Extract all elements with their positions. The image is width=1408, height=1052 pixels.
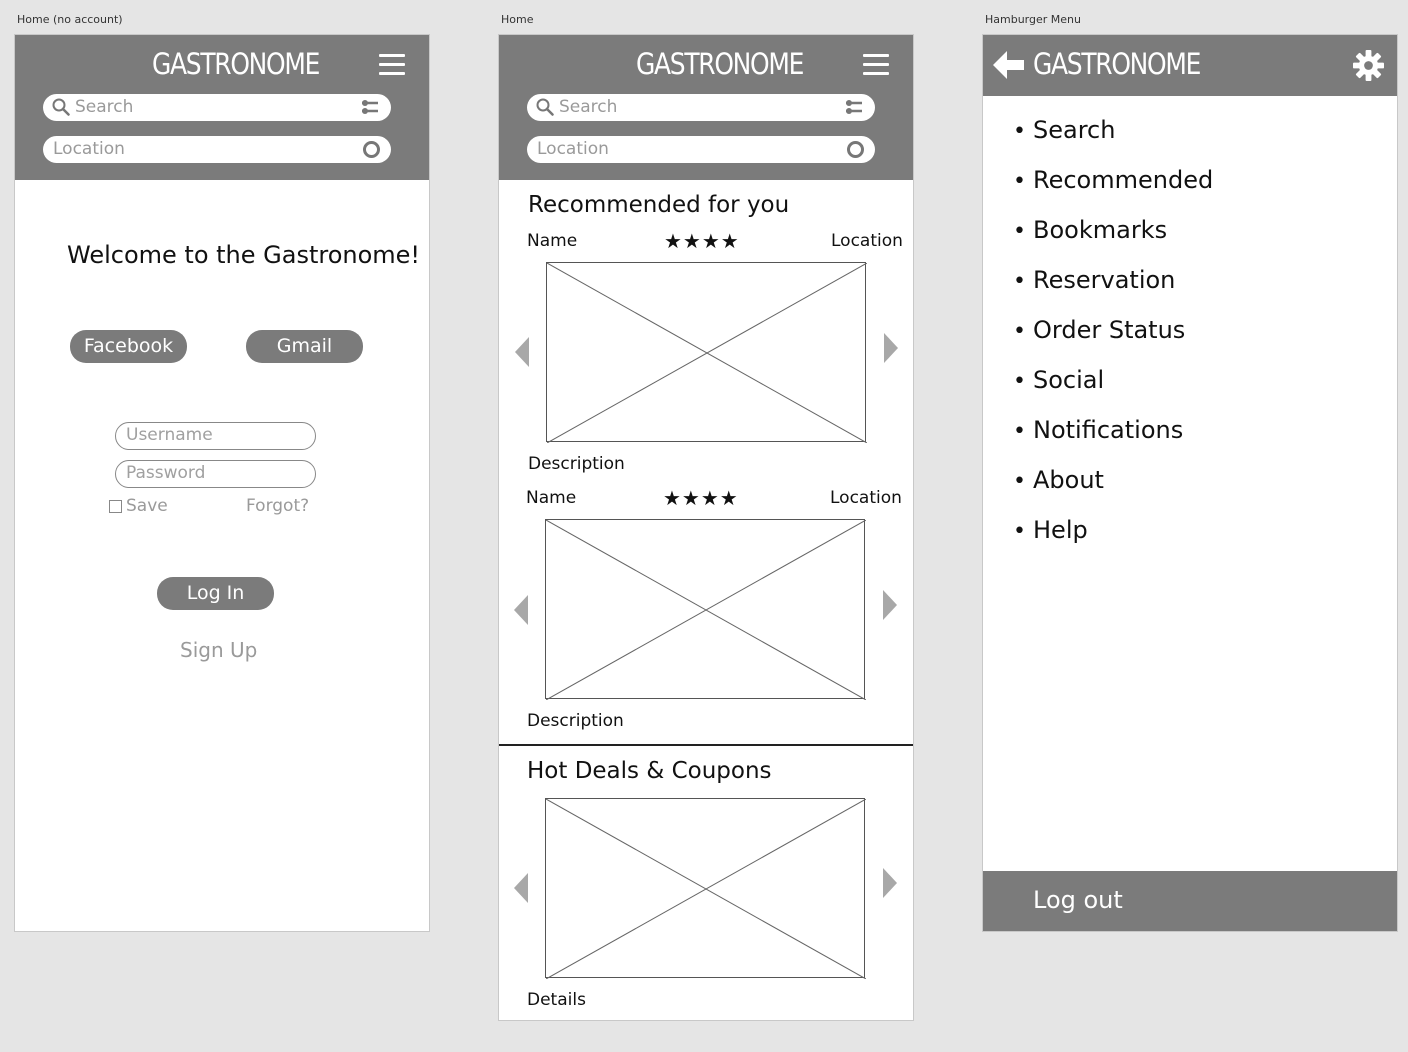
image-placeholder-icon[interactable] xyxy=(545,519,865,699)
menu-item-label: Bookmarks xyxy=(1033,216,1168,244)
menu-item-label: Help xyxy=(1033,516,1088,544)
carousel-next-icon[interactable] xyxy=(884,333,898,363)
back-arrow-icon[interactable] xyxy=(993,51,1024,79)
carousel-prev-icon[interactable] xyxy=(515,337,529,367)
username-field[interactable]: Username xyxy=(115,422,316,450)
card-description: Description xyxy=(527,711,624,731)
location-target-icon[interactable] xyxy=(847,141,864,158)
deals-heading: Hot Deals & Coupons xyxy=(527,758,772,784)
location-input[interactable] xyxy=(43,136,391,163)
card-rating: ★★★★ xyxy=(663,486,739,510)
location-placeholder: Location xyxy=(537,139,609,159)
location-input[interactable] xyxy=(527,136,875,163)
section-divider xyxy=(499,744,913,746)
menu-item-bookmarks[interactable]: • Bookmarks xyxy=(1013,216,1168,244)
menu-item-label: Notifications xyxy=(1033,416,1184,444)
menu-item-search[interactable]: • Search xyxy=(1013,116,1116,144)
menu-item-order-status[interactable]: • Order Status xyxy=(1013,316,1186,344)
image-placeholder-icon[interactable] xyxy=(546,262,866,442)
carousel-prev-icon[interactable] xyxy=(514,873,528,903)
carousel-prev-icon[interactable] xyxy=(514,595,528,625)
welcome-heading: Welcome to the Gastronome! xyxy=(67,241,421,269)
password-field[interactable]: Password xyxy=(115,460,316,488)
forgot-password-link[interactable]: Forgot? xyxy=(246,496,310,516)
menu-item-label: Social xyxy=(1033,366,1105,394)
card-name: Name xyxy=(526,488,577,508)
screen-label-menu: Hamburger Menu xyxy=(985,13,1081,26)
menu-item-notifications[interactable]: • Notifications xyxy=(1013,416,1184,444)
hamburger-menu-icon[interactable] xyxy=(863,54,889,76)
search-input[interactable] xyxy=(43,94,391,121)
search-input[interactable] xyxy=(527,94,875,121)
recommended-heading: Recommended for you xyxy=(528,192,790,218)
menu-item-label: Recommended xyxy=(1033,166,1214,194)
screen-label-home: Home xyxy=(501,13,534,26)
facebook-login-button[interactable]: Facebook xyxy=(70,330,187,363)
menu-screen xyxy=(982,34,1398,932)
login-button[interactable]: Log In xyxy=(157,577,274,610)
screen-label-login: Home (no account) xyxy=(17,13,123,26)
menu-item-social[interactable]: • Social xyxy=(1013,366,1105,394)
search-placeholder: Search xyxy=(559,97,618,117)
filter-icon[interactable] xyxy=(844,98,864,118)
menu-item-label: Order Status xyxy=(1033,316,1186,344)
image-placeholder-icon[interactable] xyxy=(545,798,865,978)
card-location: Location xyxy=(830,488,902,508)
menu-item-reservation[interactable]: • Reservation xyxy=(1013,266,1176,294)
app-header xyxy=(15,35,429,180)
menu-item-about[interactable]: • About xyxy=(1013,466,1104,494)
location-target-icon[interactable] xyxy=(363,141,380,158)
menu-item-help[interactable]: • Help xyxy=(1013,516,1088,544)
logout-label: Log out xyxy=(1033,886,1123,914)
card-description: Description xyxy=(528,454,625,474)
gmail-login-button[interactable]: Gmail xyxy=(246,330,363,363)
card-location: Location xyxy=(831,231,903,251)
menu-item-label: Reservation xyxy=(1033,266,1176,294)
search-placeholder: Search xyxy=(75,97,134,117)
signup-link[interactable]: Sign Up xyxy=(180,638,258,662)
carousel-next-icon[interactable] xyxy=(883,590,897,620)
home-screen xyxy=(498,34,914,1021)
app-brand: GASTRONOME xyxy=(636,47,804,81)
card-rating: ★★★★ xyxy=(664,229,740,253)
menu-item-label: Search xyxy=(1033,116,1116,144)
app-brand: GASTRONOME xyxy=(152,47,320,81)
save-checkbox[interactable] xyxy=(109,500,122,513)
location-placeholder: Location xyxy=(53,139,125,159)
app-header xyxy=(499,35,913,180)
search-icon xyxy=(52,98,70,116)
app-brand: GASTRONOME xyxy=(1033,47,1201,81)
save-label: Save xyxy=(126,496,168,516)
menu-item-label: About xyxy=(1033,466,1104,494)
logout-button[interactable] xyxy=(983,871,1397,931)
menu-item-recommended[interactable]: • Recommended xyxy=(1013,166,1214,194)
menu-header xyxy=(983,35,1397,96)
carousel-next-icon[interactable] xyxy=(883,868,897,898)
filter-icon[interactable] xyxy=(360,98,380,118)
hamburger-menu-icon[interactable] xyxy=(379,54,405,76)
gear-icon[interactable] xyxy=(1353,50,1384,81)
deals-details: Details xyxy=(527,990,586,1010)
card-name: Name xyxy=(527,231,578,251)
search-icon xyxy=(536,98,554,116)
login-screen xyxy=(14,34,430,932)
